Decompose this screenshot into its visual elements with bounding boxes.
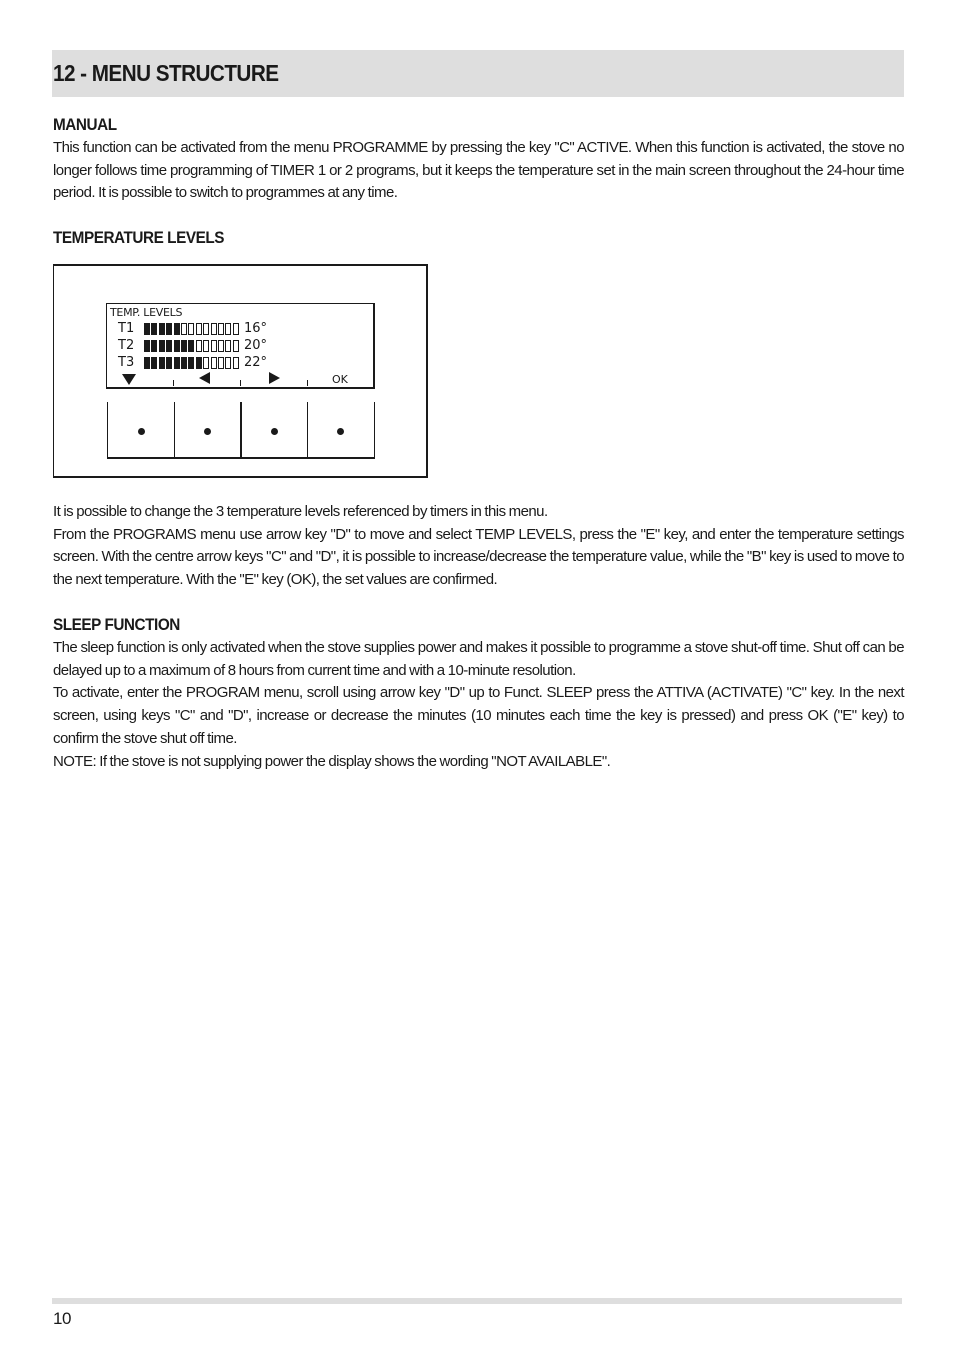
level-segment (196, 323, 202, 335)
ok-label: OK (332, 373, 348, 386)
lcd-title: TEMP. LEVELS (110, 306, 183, 319)
section-manual (53, 114, 904, 205)
level-segment (151, 340, 157, 352)
level-segment (188, 323, 194, 335)
temp-row-value: 20° (244, 338, 268, 353)
key-dot-icon (271, 428, 278, 435)
temp-row-value: 16° (244, 321, 268, 336)
level-segment (174, 323, 180, 335)
level-segment (233, 357, 239, 369)
level-segment (225, 323, 231, 335)
temp-row-label: T1 (118, 321, 135, 336)
level-segment (181, 340, 187, 352)
level-segment (211, 340, 217, 352)
level-segment (188, 340, 194, 352)
divider-tick (173, 380, 174, 386)
section-sleep-function (53, 614, 904, 773)
level-segment (144, 357, 150, 369)
temp-row-label: T2 (118, 338, 135, 353)
lcd-soft-key-labels (107, 371, 373, 387)
key-button-2[interactable] (174, 402, 242, 459)
temperature-levels-text (53, 501, 904, 592)
level-segment (174, 340, 180, 352)
title-bar (52, 50, 904, 97)
sleep-paragraph-3: NOTE: If the stove is not supplying power the display shows the wording "NOT AVAILABLE". (53, 752, 611, 770)
level-segment (159, 340, 165, 352)
manual-text: This function can be activated from the menu PROGRAMME by pressing the key "C" ACTIVE. When this function is activated, the stove no longer follows time programming of TIMER 1 or 2 programs, but it keeps the temperature set in the main screen throughout the 24-hour time period. It is possible to switch to programmes at any time. (53, 139, 904, 202)
footer-rule (52, 1298, 902, 1304)
level-segment (203, 323, 209, 335)
level-segment (203, 357, 209, 369)
arrow-left-icon (199, 372, 210, 384)
level-segment (233, 340, 239, 352)
level-segment (225, 357, 231, 369)
level-segment (196, 340, 202, 352)
divider-tick (240, 380, 241, 386)
page-number: 10 (53, 1309, 71, 1328)
key-dot-icon (204, 428, 211, 435)
key-dot-icon (138, 428, 145, 435)
level-segment (233, 323, 239, 335)
level-segment (166, 323, 172, 335)
level-segment (211, 357, 217, 369)
temp-level-bar (144, 357, 240, 370)
arrow-right-icon (269, 372, 280, 384)
temp-level-bar (144, 340, 240, 353)
level-segment (188, 357, 194, 369)
level-segment (218, 340, 224, 352)
arrow-down-icon (122, 374, 136, 385)
level-segment (225, 340, 231, 352)
key-button-1[interactable] (107, 402, 175, 459)
level-segment (181, 323, 187, 335)
level-segment (151, 357, 157, 369)
level-segment (181, 357, 187, 369)
page-title: 12 - MENU STRUCTURE (53, 60, 279, 86)
level-segment (151, 323, 157, 335)
heading-manual: MANUAL (53, 115, 117, 134)
sleep-paragraph-2: To activate, enter the PROGRAM menu, scroll using arrow key "D" up to Funct. SLEEP press the ATTIVA (ACTIVATE) "C" key. In the next screen, using keys "C" and "D", increase or decrease the minutes (10 minutes each time the key is pressed) and press OK ("E" key) to confirm the stove shut off time. (53, 684, 904, 747)
temperature-paragraph-2: From the PROGRAMS menu use arrow key "D" to move and select TEMP LEVELS, press the "E" key, and enter the temperature settings screen. With the centre arrow keys "C" and "D", it is possible to increase/decrease the temperature value, while the "B" key is used to move to the next temperature. With the "E" key (OK), the set values are confirmed. (53, 525, 904, 589)
control-panel-figure (53, 264, 428, 478)
heading-sleep-function: SLEEP FUNCTION (53, 615, 180, 634)
level-segment (218, 357, 224, 369)
key-button-4[interactable] (307, 402, 375, 459)
level-segment (203, 340, 209, 352)
section-temperature-levels (53, 227, 904, 249)
temp-level-bar (144, 323, 240, 336)
level-segment (166, 340, 172, 352)
level-segment (218, 323, 224, 335)
key-button-3[interactable] (240, 402, 308, 459)
level-segment (211, 323, 217, 335)
divider-tick (307, 380, 308, 386)
key-dot-icon (337, 428, 344, 435)
level-segment (144, 340, 150, 352)
level-segment (174, 357, 180, 369)
sleep-paragraph-1: The sleep function is only activated when the stove supplies power and makes it possible to programme a stove shut-off time. Shut off can be delayed up to a maximum of 8 hours from current time and with a 10-minute resolution. (53, 639, 904, 679)
level-segment (159, 323, 165, 335)
lcd-display (106, 303, 375, 389)
temp-row-value: 22° (244, 355, 268, 370)
level-segment (166, 357, 172, 369)
heading-temperature-levels: TEMPERATURE LEVELS (53, 228, 224, 247)
temperature-paragraph-1: It is possible to change the 3 temperature levels referenced by timers in this menu. (53, 503, 548, 520)
level-segment (159, 357, 165, 369)
temp-row-label: T3 (118, 355, 135, 370)
level-segment (196, 357, 202, 369)
level-segment (144, 323, 150, 335)
key-row (107, 402, 375, 459)
